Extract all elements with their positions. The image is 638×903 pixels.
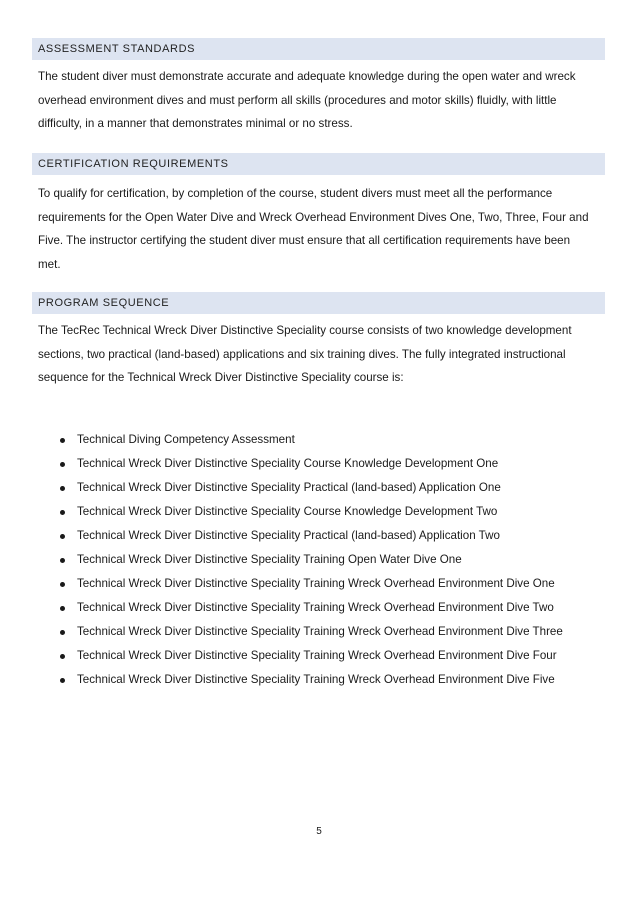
- list-item: [60, 524, 563, 548]
- list-item-text: Technical Wreck Diver Distinctive Speciality Practical (land-based) Application One: [77, 481, 501, 494]
- list-item: [60, 572, 563, 596]
- list-item: [60, 548, 563, 572]
- list-item: [60, 500, 563, 524]
- assessment-standards-heading: ASSESSMENT STANDARDS: [32, 38, 605, 60]
- bullet-icon: [60, 606, 65, 611]
- list-item-text: Technical Wreck Diver Distinctive Speciality Training Wreck Overhead Environment Dive Four: [77, 649, 557, 662]
- bullet-icon: [60, 654, 65, 659]
- list-item: [60, 668, 563, 692]
- list-item: [60, 596, 563, 620]
- list-item: [60, 644, 563, 668]
- text-line: met.: [38, 257, 61, 271]
- text-line: Five. The instructor certifying the student diver must ensure that all certification requirements have been: [38, 234, 571, 247]
- list-item-text: Technical Wreck Diver Distinctive Speciality Training Open Water Dive One: [77, 553, 462, 566]
- list-item-text: Technical Wreck Diver Distinctive Speciality Training Wreck Overhead Environment Dive Two: [77, 601, 554, 614]
- text-line: overhead environment dives and must perform all skills (procedures and motor skills) fluidly, with little: [38, 93, 557, 107]
- bullet-icon: [60, 582, 65, 587]
- bullet-icon: [60, 678, 65, 683]
- list-item: [60, 452, 563, 476]
- list-item: [60, 620, 563, 644]
- text-line: The TecRec Technical Wreck Diver Distinctive Speciality course consists of two knowledge development: [38, 324, 572, 337]
- list-item-text: Technical Wreck Diver Distinctive Speciality Course Knowledge Development One: [77, 457, 499, 470]
- text-line: requirements for the Open Water Dive and Wreck Overhead Environment Dives One, Two, Three, Four and: [38, 210, 589, 224]
- program-sequence-list: [60, 428, 563, 692]
- list-item-text: Technical Wreck Diver Distinctive Speciality Training Wreck Overhead Environment Dive One: [77, 577, 555, 590]
- text-line: The student diver must demonstrate accurate and adequate knowledge during the open water and wreck: [38, 70, 576, 83]
- bullet-icon: [60, 438, 65, 443]
- text-line: difficulty, in a manner that demonstrates minimal or no stress.: [38, 117, 353, 130]
- list-item-text: Technical Wreck Diver Distinctive Speciality Training Wreck Overhead Environment Dive Five: [77, 673, 555, 686]
- bullet-icon: [60, 462, 65, 467]
- list-item: [60, 428, 563, 452]
- bullet-icon: [60, 510, 65, 515]
- bullet-icon: [60, 558, 65, 563]
- program-sequence-text: [38, 319, 598, 390]
- list-item-text: Technical Wreck Diver Distinctive Speciality Course Knowledge Development Two: [77, 505, 498, 518]
- certification-requirements-text: [38, 182, 598, 276]
- program-sequence-heading: PROGRAM SEQUENCE: [32, 292, 605, 314]
- text-line: sections, two practical (land-based) applications and six training dives. The fully integrated instructional: [38, 347, 566, 361]
- list-item: [60, 476, 563, 500]
- bullet-icon: [60, 534, 65, 539]
- assessment-standards-text: [38, 65, 598, 136]
- text-line: sequence for the Technical Wreck Diver Distinctive Speciality course is:: [38, 371, 404, 384]
- page-number: 5: [316, 826, 322, 837]
- bullet-icon: [60, 486, 65, 491]
- bullet-icon: [60, 630, 65, 635]
- certification-requirements-heading: CERTIFICATION REQUIREMENTS: [32, 153, 605, 175]
- text-line: To qualify for certification, by completion of the course, student divers must meet all the performance: [38, 187, 553, 200]
- list-item-text: Technical Wreck Diver Distinctive Speciality Practical (land-based) Application Two: [77, 529, 500, 542]
- list-item-text: Technical Diving Competency Assessment: [77, 433, 295, 446]
- list-item-text: Technical Wreck Diver Distinctive Speciality Training Wreck Overhead Environment Dive Three: [77, 625, 563, 638]
